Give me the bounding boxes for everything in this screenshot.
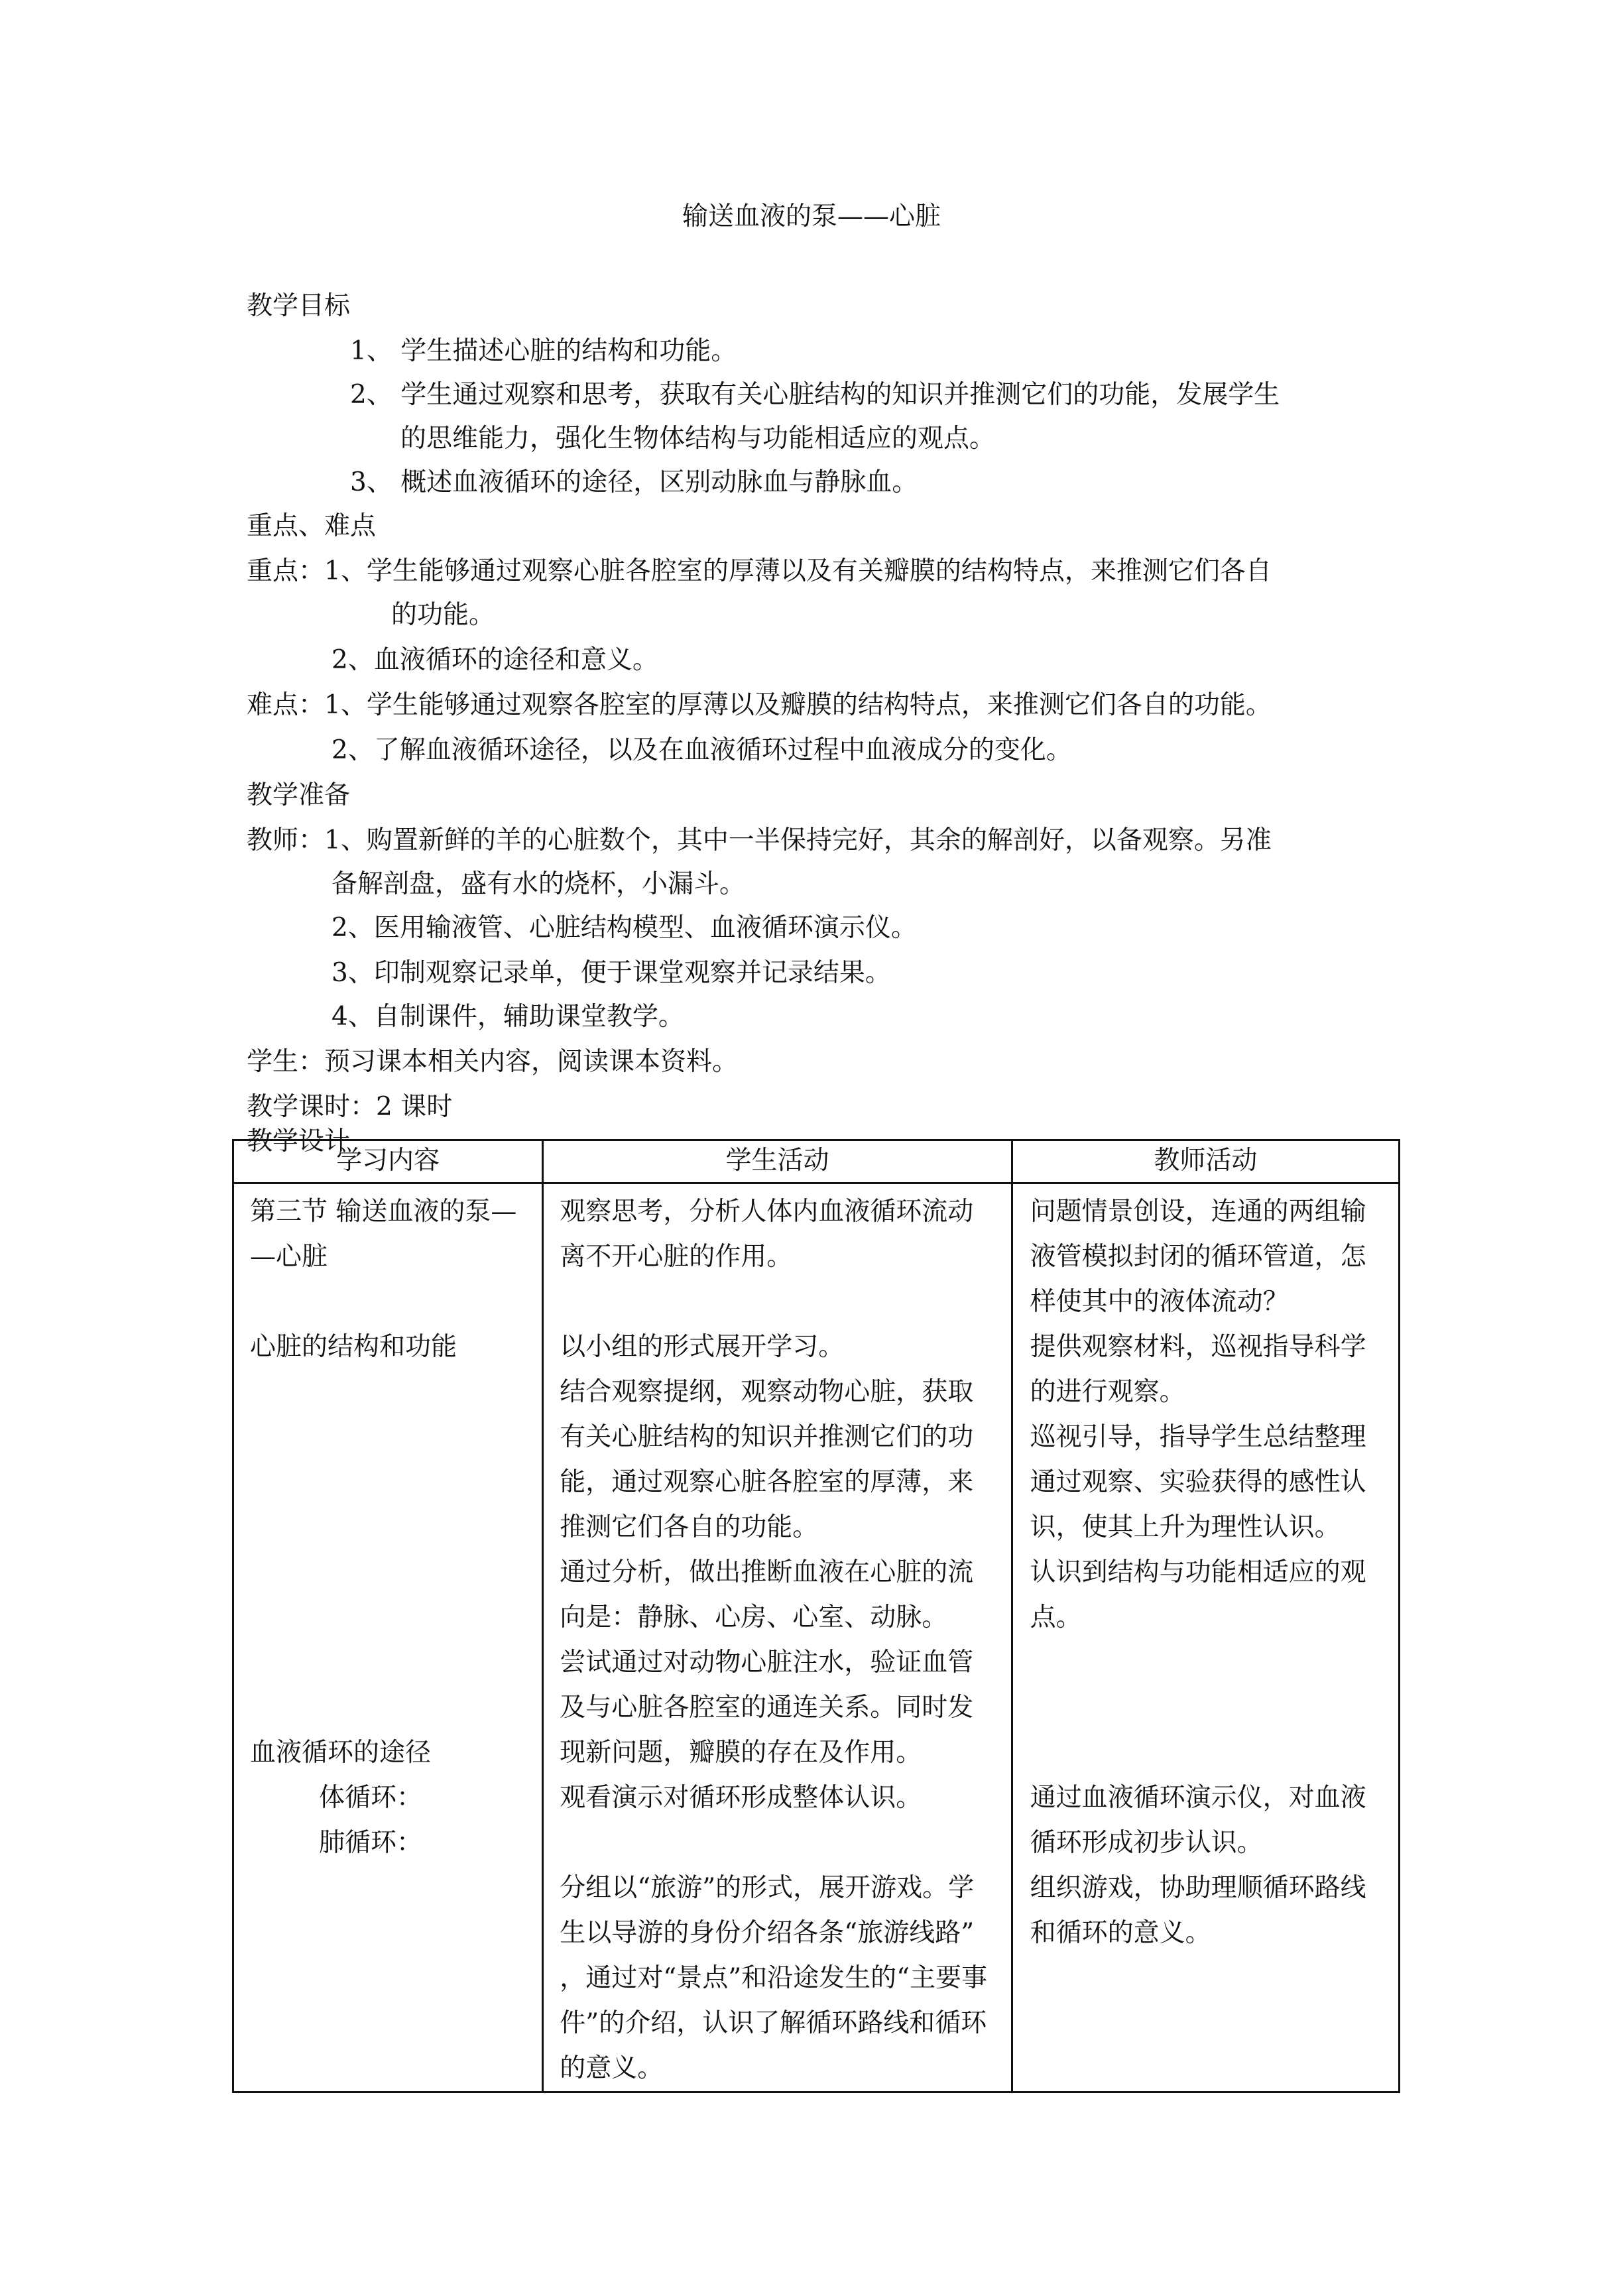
teaching-hours: 教学课时：2 课时 [247,1092,453,1122]
objectives-heading: 教学目标 [247,291,351,321]
key-point-1: 重点：1、学生能够通过观察心脏各腔室的厚薄以及有关瓣膜的结构特点，来推测它们各自 [247,556,1272,586]
difficulty-1: 难点：1、学生能够通过观察各腔室的厚薄以及瓣膜的结构特点，来推测它们各自的功能。 [247,690,1272,720]
teacher-activity-4: 认识到结构与功能相适应的观点。 [1030,1557,1366,1632]
preparation-heading: 教学准备 [247,780,351,810]
teacher-activity-cell [1012,1183,1399,2092]
content-systemic: 体循环： [319,1783,423,1813]
content-circulation: 血液循环的途径 [250,1738,432,1768]
student-prep: 学生：预习课本相关内容，阅读课本资料。 [247,1047,739,1077]
student-activity-2: 以小组的形式展开学习。 [560,1332,845,1362]
spacer [560,1280,997,1325]
key-point-2: 2、血液循环的途径和意义。 [331,645,658,675]
content-pulmonary: 肺循环： [319,1828,423,1858]
objective-item-1: 1、 学生描述心脏的结构和功能。 [350,336,737,366]
student-activity-cell [543,1183,1012,2092]
key-point-1-cont: 的功能。 [391,600,495,630]
content-cell [233,1183,543,2092]
header-student-activity: 学生活动 [543,1140,1012,1183]
teacher-prep-1-cont: 备解剖盘，盛有水的烧杯，小漏斗。 [331,869,746,899]
student-activity-7: 分组以“旅游”的形式，展开游戏。学生以导游的身份介绍各条“旅游线路”，通过对“景点”和沿途发生的“主要事件”的介绍，认识了解循环路线和循环的意义。 [560,1873,988,2083]
key-points-heading: 重点、难点 [247,511,377,541]
student-activity-4: 通过分析，做出推断血液在心脏的流向是：静脉、心房、心室、动脉。 [560,1557,974,1632]
student-activity-3: 结合观察提纲，观察动物心脏，获取有关心脏结构的知识并推测它们的功能，通过观察心脏各腔室的厚薄，来推测它们各自的功能。 [560,1377,974,1542]
table-header-row [233,1140,1400,1183]
student-activity-5: 尝试通过对动物心脏注水，验证血管及与心脏各腔室的通连关系。同时发现新问题，瓣膜的存在及作用。 [560,1648,974,1768]
teacher-activity-2: 提供观察材料，巡视指导科学的进行观察。 [1030,1332,1366,1407]
teacher-prep-3: 3、印制观察记录单，便于课堂观察并记录结果。 [331,958,891,988]
content-structure: 心脏的结构和功能 [250,1332,457,1362]
student-activity-6: 观看演示对循环形成整体认识。 [560,1783,922,1813]
student-activity-1: 观察思考，分析人体内血液循环流动离不开心脏的作用。 [560,1197,974,1272]
teacher-activity-6: 组织游戏，协助理顺循环路线和循环的意义。 [1030,1873,1366,1948]
design-table [232,1139,1400,2093]
objective-item-3: 3、 概述血液循环的途径，区别动脉血与静脉血。 [350,467,918,497]
page-title: 输送血液的泵——心脏 [682,202,941,231]
spacer [560,1821,997,1866]
teacher-activity-5: 通过血液循环演示仪，对血液循环形成初步认识。 [1030,1783,1366,1858]
teacher-activity-1: 问题情景创设，连通的两组输液管模拟封闭的循环管道，怎样使其中的液体流动？ [1030,1197,1366,1317]
objective-item-2: 2、 学生通过观察和思考，获取有关心脏结构的知识并推测它们的功能，发展学生 [350,380,1280,410]
design-heading: 教学设计 [247,1126,351,1156]
header-content: 学习内容 [233,1140,543,1183]
teacher-prep-2: 2、医用输液管、心脏结构模型、血液循环演示仪。 [331,913,917,943]
spacer [250,1370,530,1730]
objective-item-2-cont: 的思维能力，强化生物体结构与功能相适应的观点。 [400,424,996,453]
spacer [1030,1640,1388,1776]
teacher-activity-3: 巡视引导，指导学生总结整理通过观察、实验获得的感性认识，使其上升为理性认识。 [1030,1422,1366,1542]
content-section: 第三节 输送血液的泵——心脏 [250,1197,517,1272]
table-row [233,1183,1400,2092]
teacher-prep-4: 4、自制课件，辅助课堂教学。 [331,1002,684,1032]
teacher-prep-1: 教师：1、购置新鲜的羊的心脏数个，其中一半保持完好，其余的解剖好，以备观察。另准 [247,825,1272,855]
spacer [250,1280,530,1325]
difficulty-2: 2、了解血液循环途径，以及在血液循环过程中血液成分的变化。 [331,735,1072,765]
header-teacher-activity: 教师活动 [1012,1140,1399,1183]
